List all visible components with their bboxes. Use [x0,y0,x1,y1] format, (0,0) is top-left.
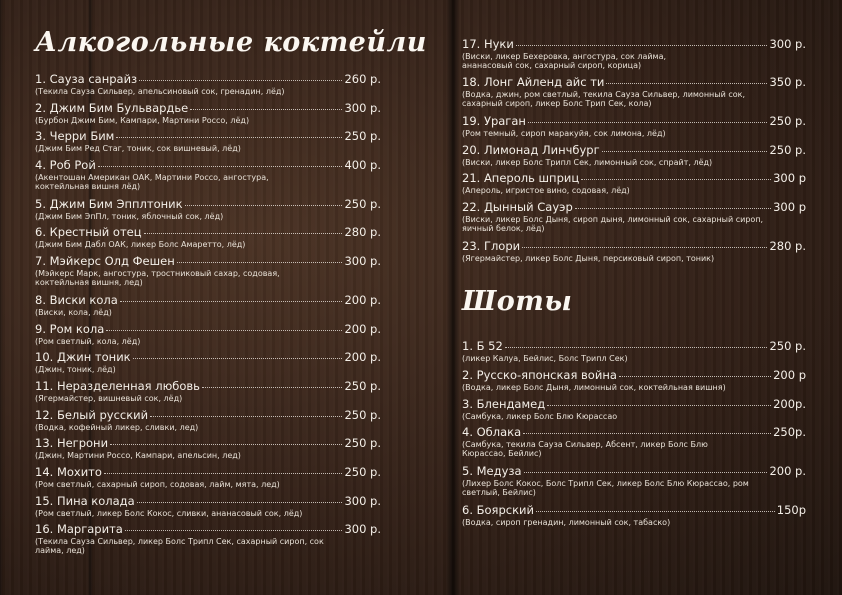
item-name: 4. Роб Рой [35,158,96,172]
item-price: 200 р. [344,350,381,364]
menu-item [462,115,806,138]
menu-item [35,102,381,125]
item-name: 19. Ураган [462,114,526,128]
item-description: (Лихер Болс Кокос, Болс Трипл Сек, ликер Болс Блю Кюрассао, ром светлый, Бейлис) [462,479,749,498]
item-name: 7. Мэйкерс Олд Фешен [35,254,175,268]
item-name: 9. Ром кола [35,322,105,336]
dot-leader [125,530,343,531]
dot-leader [505,347,768,348]
item-description: (Джим Бим Ред Стаг, тоник, сок вишневый, лёд) [35,144,241,153]
item-description: (Ягермайстер, вишневый сок, лёд) [35,394,183,403]
item-description: (Виски, ликер Болс Дыня, сироп дыня, лимонный сок, сахарный сироп, яичный белок, лёд) [462,215,764,234]
item-name: 2. Джим Бим Бульвардье [35,101,189,115]
item-name: 13. Негрони [35,436,109,450]
menu-item [35,437,381,460]
item-price: 260 р. [344,72,381,86]
dot-leader [606,83,767,84]
menu-item [35,523,381,556]
dot-leader [150,416,342,417]
item-price: 300 р [773,200,806,214]
item-name: 18. Лонг Айленд айс ти [462,75,605,89]
item-name: 20. Лимонад Линчбург [462,143,600,157]
item-name: 6. Крестный отец [35,225,142,239]
item-price: 200 р. [344,293,381,307]
item-name: 14. Мохито [35,465,102,479]
item-name: 16. Маргарита [35,522,123,536]
dot-leader [120,301,343,302]
page-fold-shadow [446,0,460,595]
dot-leader [523,433,771,434]
dot-leader [536,511,775,512]
dot-leader [202,387,342,388]
menu-item [35,294,381,317]
item-name: 17. Нуки [462,37,514,51]
item-name: 23. Глори [462,239,521,253]
item-price: 150р [776,503,806,517]
item-description: (Ягермайстер, ликер Болс Дыня, персиковый сироп, тоник) [462,254,715,263]
menu-item [462,369,806,392]
menu-item [35,409,381,432]
item-price: 250 р. [344,436,381,450]
item-name: 11. Неразделенная любовь [35,379,200,393]
item-name: 8. Виски кола [35,293,118,307]
menu-item [35,351,381,374]
item-price: 250 р. [769,143,806,157]
item-price: 250 р. [344,129,381,143]
item-description: (Водка, ликер Болс Дыня, лимонный сок, коктейльная вишня) [462,383,726,392]
dot-leader [106,330,342,331]
menu-item [35,130,381,153]
menu-item [462,76,806,109]
item-name: 3. Блендамед [462,397,546,411]
menu-item [35,495,381,518]
item-name: 5. Медуза [462,464,522,478]
item-description: (Текила Сауза Сильвер, ликер Болс Трипл Сек, сахарный сироп, сок лайма, лед) [35,537,324,556]
dot-leader [98,166,343,167]
menu-item [35,323,381,346]
item-description: (Джим Бим Дабл ОАК, ликер Болс Амаретто, лёд) [35,240,246,249]
item-description: (Виски, ликер Болс Трипл Сек, лимонный сок, спрайт, лёд) [462,158,713,167]
menu-item [462,172,806,195]
item-name: 22. Дынный Сауэр [462,200,573,214]
item-description: (Самбука, текила Сауза Сильвер, Абсент, ликер Болс Блю Кюрассао, Бейлис) [462,440,708,459]
dot-leader [190,109,342,110]
item-price: 300 р. [344,101,381,115]
dot-leader [144,233,343,234]
menu-item [462,426,806,459]
item-price: 250 р. [344,379,381,393]
item-name: 12. Белый русский [35,408,149,422]
menu-item [462,398,806,421]
dot-leader [547,405,771,406]
dot-leader [137,502,343,503]
menu-item [35,466,381,489]
dot-leader [528,122,768,123]
item-price: 200 р [773,368,806,382]
dot-leader [524,472,768,473]
dot-leader [581,179,771,180]
menu-item [35,380,381,403]
dot-leader [139,80,342,81]
item-description: (Мэйкерс Марк, ангостура, тростниковый сахар, содовая, коктейльная вишня, лед) [35,269,280,288]
menu-item [35,159,381,192]
item-description: (Джин, Мартини Россо, Кампари, апельсин, лед) [35,451,241,460]
dot-leader [602,151,768,152]
menu-item [35,198,381,221]
item-price: 300 р. [344,254,381,268]
item-name: 1. Сауза санрайз [35,72,138,86]
item-description: (Виски, кола, лёд) [35,308,112,317]
item-name: 6. Боярский [462,503,534,517]
dot-leader [619,376,771,377]
item-name: 4. Облака [462,425,522,439]
dot-leader [110,444,342,445]
item-price: 200 р. [344,322,381,336]
cocktails-heading: Алкогольные коктейли [35,27,427,58]
item-description: (Апероль, игристое вино, содовая, лёд) [462,186,630,195]
dot-leader [522,247,767,248]
dot-leader [116,137,342,138]
item-price: 300 р. [344,522,381,536]
menu-item [462,144,806,167]
item-description: (Водка, сироп гренадин, лимонный сок, табаско) [462,518,671,527]
item-description: (Текила Сауза Сильвер, апельсиновый сок, гренадин, лёд) [35,87,285,96]
menu-item [35,226,381,249]
item-description: (Бурбон Джим Бим, Кампари, Мартини Россо, лёд) [35,116,250,125]
dot-leader [177,262,343,263]
item-description: (Водка, кофейный ликер, сливки, лед) [35,423,199,432]
item-price: 250 р. [769,339,806,353]
menu-item [462,201,806,234]
item-description: (Самбука, ликер Болс Блю Кюрассао [462,412,618,421]
item-name: 5. Джим Бим Эпплтоник [35,197,183,211]
item-price: 300 р. [344,494,381,508]
item-description: (Джин, тоник, лёд) [35,365,116,374]
item-name: 21. Апероль шприц [462,171,580,185]
menu-item [462,38,806,71]
item-price: 250 р. [769,114,806,128]
item-description: (Ром светлый, ликер Болс Кокос, сливки, ананасовый сок, лёд) [35,509,303,518]
menu-item [462,504,806,527]
item-description: (Ром светлый, сахарный сироп, содовая, лайм, мята, лед) [35,480,280,489]
item-description: (Акентошан Американ ОАК, Мартини Россо, ангостура, коктейльная вишня лёд) [35,173,269,192]
menu-item [462,465,806,498]
dot-leader [575,208,771,209]
item-price: 200 р. [769,464,806,478]
item-name: 3. Черри Бим [35,129,115,143]
item-price: 280 р. [344,225,381,239]
menu-item [35,73,381,96]
item-price: 300 р. [769,37,806,51]
dot-leader [516,45,768,46]
item-price: 350 р. [769,75,806,89]
dot-leader [133,358,343,359]
item-price: 250 р. [344,197,381,211]
item-price: 300 р [773,171,806,185]
item-price: 200р. [773,397,806,411]
item-description: (Ром темный, сироп маракуйя, сок лимона, лёд) [462,129,666,138]
dot-leader [104,473,343,474]
item-description: (Водка, джин, ром светлый, текила Сауза Сильвер, лимонный сок, сахарный сироп, ликер Болс Трип Сек, кола) [462,90,746,109]
shots-heading: Шоты [462,286,573,317]
menu-item [462,240,806,263]
menu-item [462,340,806,363]
item-name: 10. Джин тоник [35,350,131,364]
item-description: (ликер Калуа, Бейлис, Болс Трипл Сек) [462,354,628,363]
item-price: 250р. [773,425,806,439]
item-price: 400 р. [344,158,381,172]
item-name: 1. Б 52 [462,339,503,353]
dot-leader [185,205,343,206]
item-name: 15. Пина колада [35,494,135,508]
item-price: 250 р. [344,408,381,422]
item-price: 280 р. [769,239,806,253]
item-description: (Джим Бим ЭпПл, тоник, яблочный сок, лёд) [35,212,224,221]
item-name: 2. Русско-японская война [462,368,617,382]
item-description: (Ром светлый, кола, лёд) [35,337,141,346]
menu-item [35,255,381,288]
item-price: 250 р. [344,465,381,479]
item-description: (Виски, ликер Бехеровка, ангостура, сок лайма, ананасовый сок, сахарный сироп, корица) [462,52,667,71]
